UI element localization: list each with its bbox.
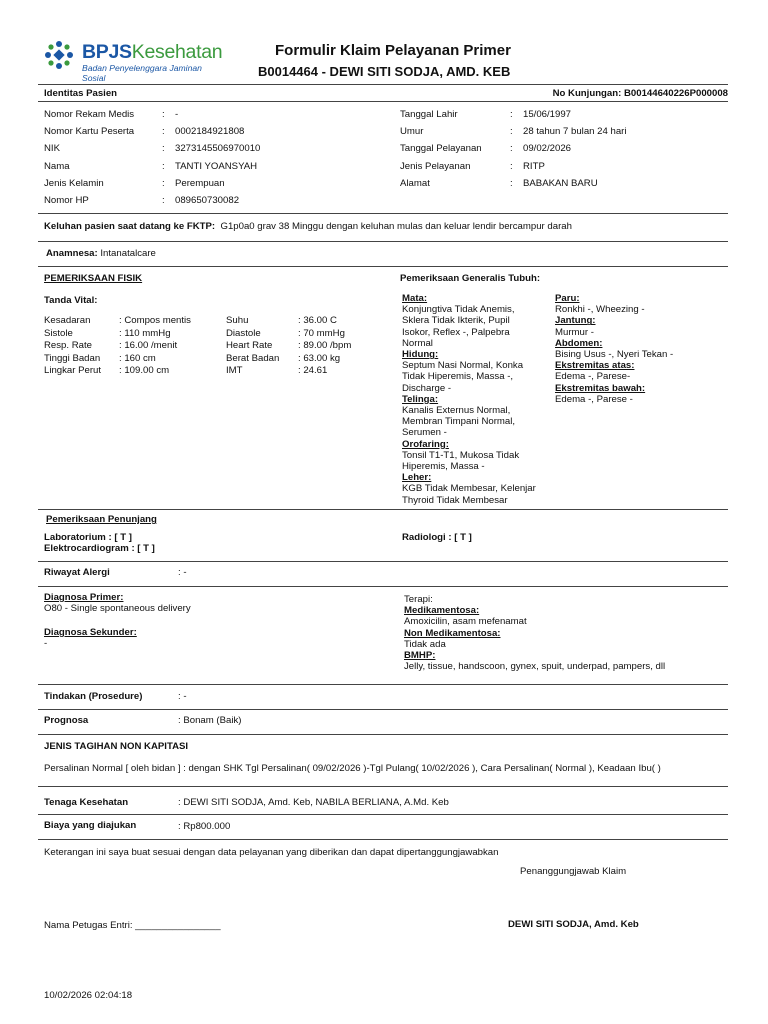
divider [38,839,728,840]
vital-value: : 36.00 C [298,315,337,326]
divider [38,101,728,102]
diagnosa-primer-label: Diagnosa Primer: [44,592,124,603]
no-kunjungan: No Kunjungan: B00144640226P000008 [552,88,728,99]
divider [38,586,728,587]
vital-value: : 16.00 /menit [119,340,178,352]
generalis-heading: Pemeriksaan Generalis Tubuh: [400,273,541,284]
hidung-line: Discharge - [402,382,452,394]
mata-line: Sklera Tidak Ikterik, Pupil [402,315,510,327]
value-tanggal-pelayanan: 09/02/2026 [523,143,572,154]
vital-label: IMT [226,365,243,377]
abdomen-label: Abdomen: [555,337,603,349]
colon: : [162,178,165,189]
label-umur: Umur [400,126,424,137]
vital-label: Lingkar Perut [44,365,102,377]
logo-bpjs-text: BPJS [82,41,132,63]
medikamentosa-value: Amoxicilin, asam mefenamat [404,616,527,628]
prognosa-label: Prognosa [44,715,89,726]
vital-value: : 89.00 /bpm [298,340,352,352]
colon: : [162,109,165,120]
label-tanggal-pelayanan: Tanggal Pelayanan [400,143,482,154]
diagnosa-sekunder-label: Diagnosa Sekunder: [44,627,137,638]
colon: : [510,126,513,137]
prognosa-value: : Bonam (Baik) [178,715,242,726]
value-tanggal-lahir: 15/06/1997 [523,109,572,120]
hidung-line: Septum Nasi Normal, Konka [402,360,524,372]
mata-line: Normal [402,337,433,349]
divider [38,84,728,85]
divider [38,213,728,214]
vital-label: Kesadaran [44,315,91,326]
signer-name: DEWI SITI SODJA, Amd. Keb [508,919,639,930]
value-nomor-hp: 089650730082 [175,195,240,206]
biaya-label: Biaya yang diajukan [44,820,137,831]
logo-kesehatan-text: Kesehatan [131,41,223,63]
vital-value: : 24.61 [298,365,328,377]
tagihan-heading: JENIS TAGIHAN NON KAPITASI [44,741,189,752]
laboratorium: Laboratorium : [ T ] [44,532,132,543]
label-alamat: Alamat [400,178,430,189]
value-nama: TANTI YOANSYAH [175,161,258,172]
value-nomor-kartu-peserta: 0002184921808 [175,126,245,137]
vital-label: Resp. Rate [44,340,92,352]
label-jenis-pelayanan: Jenis Pelayanan [400,161,471,172]
value-jenis-pelayanan: RITP [523,161,545,172]
anamnesa-row [46,248,156,259]
diagnosa-sekunder-block [44,627,137,649]
divider [38,561,728,562]
tindakan-label: Tindakan (Prosedure) [44,691,143,702]
divider [38,814,728,815]
tanda-vital-label: Tanda Vital: [44,295,98,306]
generalis-column-1 [402,293,536,506]
bmhp-value: Jelly, tissue, handscoon, gynex, spuit, underpad, pampers, dll [404,661,666,673]
non-medikamentosa-value: Tidak ada [404,638,446,650]
nama-petugas-entri: Nama Petugas Entri: ________________ [44,920,221,931]
orofaring-line: Tonsil T1-T1, Mukosa Tidak [402,449,520,461]
logo-tagline: Badan Penyelenggara Jaminan Sosial [82,63,202,83]
alergi-label: Riwayat Alergi [44,567,110,578]
hidung-label: Hidung: [402,349,439,361]
ekstremitas-bawah-label: Ekstremitas bawah: [555,382,646,394]
divider [38,684,728,685]
terapi-block [404,594,665,672]
orofaring-label: Orofaring: [402,438,449,450]
ekstremitas-atas-label: Ekstremitas atas: [555,360,635,372]
print-timestamp: 10/02/2026 02:04:18 [44,990,133,1001]
colon: : [510,178,513,189]
label-tanggal-lahir: Tanggal Lahir [400,109,458,120]
telinga-line: Membran Timpani Normal, [402,416,516,428]
medikamentosa-label: Medikamentosa: [404,605,480,617]
telinga-label: Telinga: [402,393,439,405]
label-nomor-rekam-medis: Nomor Rekam Medis [44,109,135,120]
vitals-right-values [298,315,351,378]
abdomen-value: Bising Usus -, Nyeri Tekan - [555,349,674,361]
diagnosa-sekunder-value: - [44,638,48,650]
vitals-right-labels [226,315,279,378]
bpjs-emblem-icon [44,40,74,70]
colon: : [162,195,165,206]
paru-value: Ronkhi -, Wheezing - [555,304,645,316]
label-nik: NIK [44,143,60,154]
elektrokardiogram: Elektrocardiogram : [ T ] [44,543,155,554]
ekstremitas-atas-value: Edema -, Parese- [555,371,631,383]
terapi-label: Terapi: [404,594,433,605]
vital-label: Berat Badan [226,352,280,364]
biaya-value: : Rp800.000 [178,821,231,832]
keluhan-value: G1p0a0 grav 38 Minggu dengan keluhan mulas dan keluar lendir bercampur darah [220,221,572,232]
vital-label: Heart Rate [226,340,273,352]
hidung-line: Tidak Hiperemis, Massa -, [402,371,514,383]
paru-label: Paru: [555,293,580,304]
vital-label: Tinggi Badan [44,352,101,364]
form-title: Formulir Klaim Pelayanan Primer [275,42,511,59]
non-medikamentosa-label: Non Medikamentosa: [404,627,501,639]
label-nomor-kartu-peserta: Nomor Kartu Peserta [44,126,135,137]
form-subtitle: B0014464 - DEWI SITI SODJA, AMD. KEB [258,64,511,79]
colon: : [162,161,165,172]
vitals-left-labels [44,315,101,378]
vital-value: : 110 mmHg [119,327,171,339]
vital-value: : Compos mentis [119,315,191,326]
divider [38,786,728,787]
vitals-left-values [119,315,191,378]
anamnesa-label: Anamnesa: [46,248,98,259]
tenaga-label: Tenaga Kesehatan [44,797,129,808]
keterangan: Keterangan ini saya buat sesuai dengan data pelayanan yang diberikan dan dapat dipertanggungjawabkan [44,847,499,858]
label-nama: Nama [44,161,70,172]
leher-label: Leher: [402,472,432,484]
mata-line: Isokor, Reflex -, Palpebra [402,326,510,338]
divider [38,266,728,267]
colon: : [510,161,513,172]
telinga-line: Serumen - [402,427,447,439]
bmhp-label: BMHP: [404,650,436,662]
logo-wordmark [82,41,222,64]
penanggungjawab-label: Penanggungjawab Klaim [520,866,627,877]
value-jenis-kelamin: Perempuan [175,178,225,189]
tagihan-value: Persalinan Normal [ oleh bidan ] : dengan SHK Tgl Persalinan( 09/02/2026 )-Tgl Pulang( 10/02/2026 ), Cara Persalinan( Normal ), Keadaan Ibu( ) [44,763,661,774]
radiologi: Radiologi : [ T ] [402,532,472,543]
bpjs-logo [44,40,224,83]
value-umur: 28 tahun 7 bulan 24 hari [523,126,627,137]
vital-value: : 63.00 kg [298,352,341,364]
orofaring-line: Hiperemis, Massa - [402,461,485,473]
mata-label: Mata: [402,293,428,304]
keluhan-label: Keluhan pasien saat datang ke FKTP: [44,221,216,232]
vital-value: : 70 mmHg [298,327,345,339]
tindakan-value: : - [178,691,187,702]
divider [38,509,728,510]
jantung-label: Jantung: [555,315,596,327]
leher-line: KGB Tidak Membesar, Kelenjar [402,483,536,495]
keluhan-row [44,221,572,232]
telinga-line: Kanalis Externus Normal, [402,405,511,417]
vital-label: Sistole [44,327,73,339]
penunjang-heading: Pemeriksaan Penunjang [46,514,157,525]
tenaga-value: : DEWI SITI SODJA, Amd. Keb, NABILA BERLIANA, A.Md. Keb [178,797,449,808]
mata-line: Konjungtiva Tidak Anemis, [402,304,515,316]
colon: : [510,143,513,154]
jantung-value: Murmur - [555,326,594,338]
value-nomor-rekam-medis: - [175,109,179,120]
value-alamat: BABAKAN BARU [523,178,598,189]
divider [38,709,728,710]
colon: : [162,143,165,154]
value-nik: 3273145506970010 [175,143,261,154]
identitas-heading: Identitas Pasien [44,88,118,99]
divider [38,734,728,735]
vital-value: : 160 cm [119,352,156,364]
anamnesa-value: Intanatalcare [100,248,156,259]
vital-label: Diastole [226,327,261,339]
pemeriksaan-fisik-heading: PEMERIKSAAN FISIK [44,273,143,284]
colon: : [510,109,513,120]
diagnosa-block [44,592,191,614]
ekstremitas-bawah-value: Edema -, Parese - [555,393,633,405]
diagnosa-primer-value: O80 - Single spontaneous delivery [44,603,191,615]
leher-line: Thyroid Tidak Membesar [402,494,508,506]
vital-label: Suhu [226,315,249,326]
divider [38,241,728,242]
colon: : [162,126,165,137]
vital-value: : 109.00 cm [119,365,170,377]
label-jenis-kelamin: Jenis Kelamin [44,178,104,189]
alergi-value: : - [178,567,187,578]
label-nomor-hp: Nomor HP [44,195,89,206]
generalis-column-2 [555,293,673,405]
